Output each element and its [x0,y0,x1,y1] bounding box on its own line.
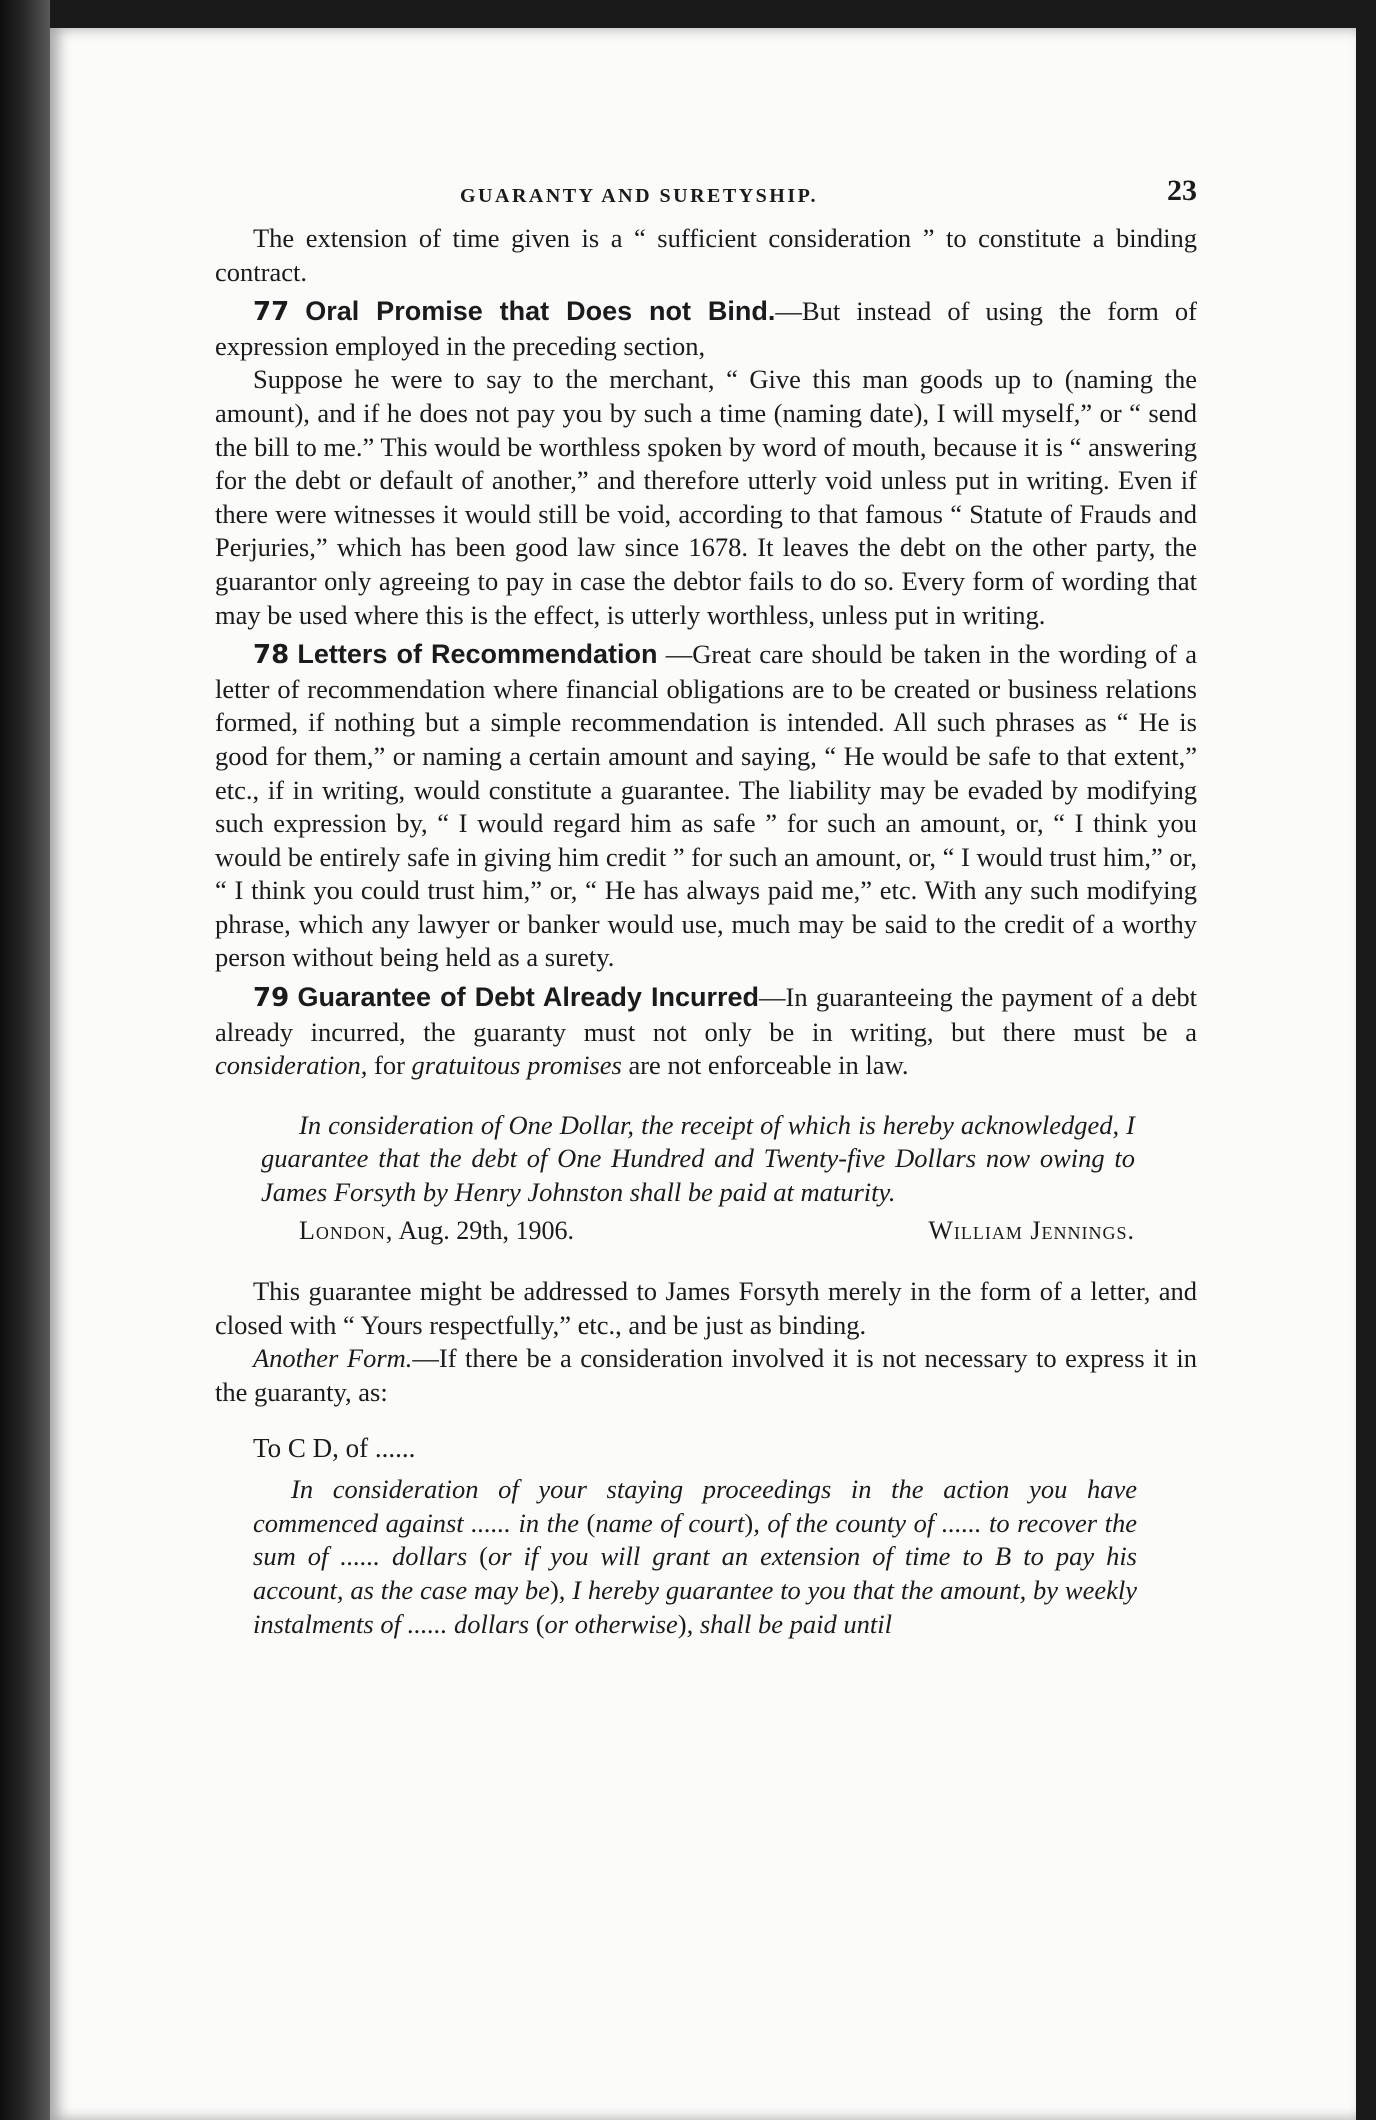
form-place: London, [299,1215,394,1245]
book-page [50,28,1356,2120]
intro-paragraph: The extension of time given is a “ sufficient consideration ” to constitute a binding contract. [215,223,1197,287]
section-heading: Oral Promise that Does not Bind. [305,296,776,327]
another-form-paragraph [215,1342,1197,1409]
section-text: —In guaranteeing the payment of a debt already incurred, the guaranty must not only be in writing, but there must be a [215,982,1197,1047]
guarantee-form-example: In consideration of One Dollar, the receipt of which is hereby acknowledged, I guarantee that the debt of One Hundred and Twenty-five Dollars now owing to James Forsyth by Henry Johnston shall be paid at maturity. [261,1109,1135,1208]
section-77-paragraph-2: Suppose he were to say to the merchant, “ Give this man goods up to (naming the amount), and if he does not pay you by such a time (naming date), I will myself,” or “ send the bill to me.” This would be worthless spoken by word of mouth, because it is “ answering for the debt or default of another,” and therefore utterly void unless put in writing. Even if there were witnesses it would still be void, according to that famous “ Statute of Frauds and Perjuries,” which has been good law since 1678. It leaves the debt on the other party, the guarantor only agreeing to pay in case the debtor fails to do so. Every form of wording that may be used where this is the effect, is utterly worthless, unless put in writing. [215,364,1197,630]
section-heading: Guarantee of Debt Already Incurred [297,982,760,1013]
form2-text: , of the county of ...... to recover the sum of ...... dollars [253,1507,1137,1572]
page-number: 23 [1167,174,1197,207]
section-text: are not enforceable in law. [621,1050,909,1081]
form2-paren: ( [535,1608,545,1639]
section-text: —Great care should be taken in the wording of a letter of recommendation where financial obligations are to be created or business relations formed, if nothing but a simple recommendation is intended. All such phrases as “ He is good for them,” or naming a certain amount and saying, “ He would be safe to that extent,” etc., if in writing, would constitute a guarantee. The liability may be evaded by modifying such expression by, “ I would regard him as safe ” for such an amount, or, “ I think you would be entirely safe in giving him credit ” for such an amount, or, “ I would trust him,” or, “ I think you could trust him,” or, “ He has always paid me,” etc. With any such modifying phrase, which any lawyer or banker would use, much may be said to the credit of a worthy person without being held as a surety. [215,639,1198,973]
form2-text: , shall be paid until [686,1608,892,1639]
form2-paren: ) [549,1574,559,1605]
form2-text: name of court [595,1507,745,1538]
form2-text: , I hereby guarantee to you that the amount, by weekly instalments of ...... dollars [253,1574,1137,1639]
form-signature-line [261,1214,1135,1248]
section-77 [215,295,1197,363]
form-signature: William Jennings. [928,1215,1135,1245]
page-header [215,174,1197,214]
section-number: 79 [253,983,290,1014]
form2-text: or otherwise [544,1608,678,1639]
form2-to-line: To C D, of ...... [253,1432,416,1463]
page-content [215,174,1197,1641]
form2-paren: ( [586,1507,596,1538]
after-form-paragraph: This guarantee might be addressed to James Forsyth merely in the form of a letter, and closed with “ Yours respectfully,” etc., and be just as binding. [215,1276,1197,1340]
section-78 [215,638,1197,975]
emphasis: consideration, [215,1050,368,1081]
form2-paren: ) [677,1608,687,1639]
another-form-text: —If there be a consideration involved it is not necessary to express it in the guaranty, as: [215,1343,1197,1407]
form-place-date [299,1214,574,1248]
form-date: Aug. 29th, 1906. [398,1215,574,1245]
running-head: GUARANTY AND SURETYSHIP. [460,185,819,207]
section-text: —But instead of using the form of expression employed in the preceding section, [215,296,1197,361]
form2-text: In consideration of your staying proceedings in the action you have commenced against ...... in the [253,1474,1137,1538]
guarantee-form-2 [253,1473,1137,1641]
section-number: 77 [253,297,290,328]
section-heading: Letters of Recommendation [297,639,658,670]
form2-paren: ( [479,1541,488,1572]
book-spine-edge [0,0,50,2120]
another-form-label: Another Form. [253,1343,413,1374]
form2-text: or if you will grant an extension of time to B to pay his account, as the case may be [253,1541,1137,1605]
section-79 [215,981,1197,1083]
form2-paren: ) [744,1507,754,1538]
section-number: 78 [253,640,290,671]
section-text: for [367,1050,412,1081]
emphasis: gratuitous promises [411,1050,622,1081]
